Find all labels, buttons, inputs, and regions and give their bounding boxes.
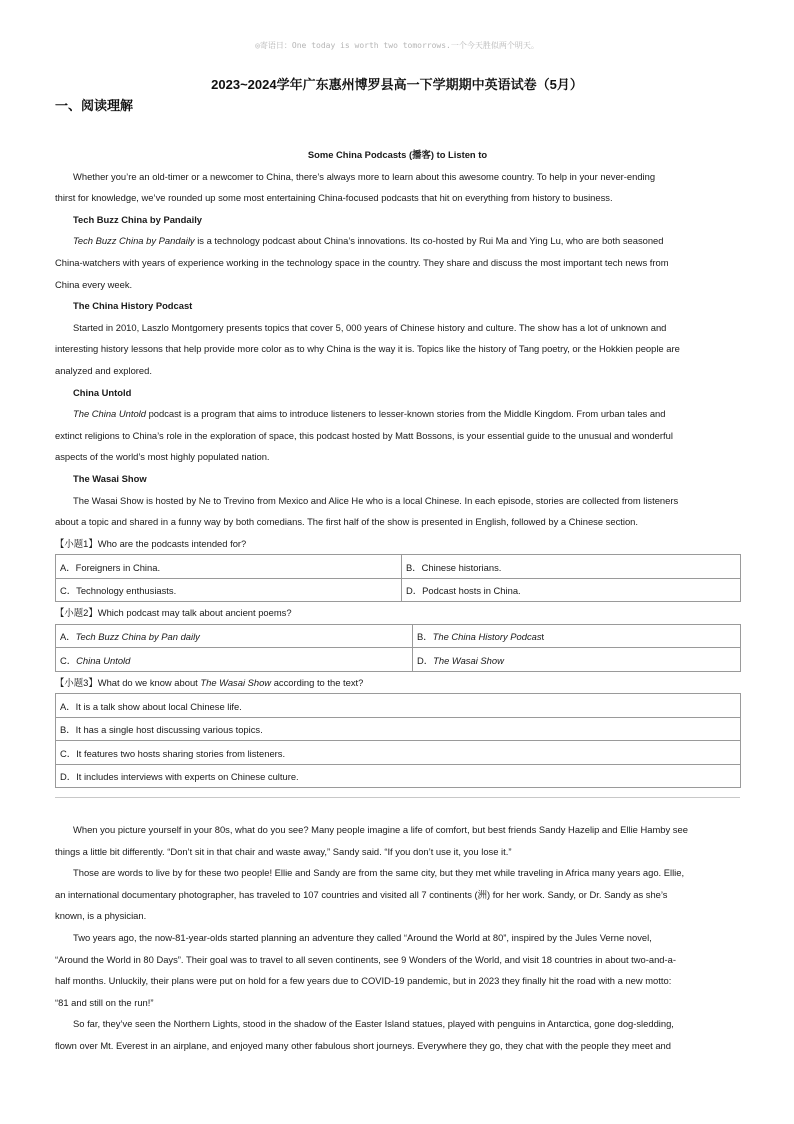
section-heading: 一、阅读理解 <box>55 98 134 113</box>
podcast-text-line: Started in 2010, Laszlo Montgomery presents topics that cover 5, 000 years of Chinese history and culture. The show has a lot of unknown and <box>73 321 667 333</box>
podcast-heading-wasai: The Wasai Show <box>73 472 147 484</box>
option-d[interactable] <box>413 648 741 672</box>
podcast-text-line: The Wasai Show is hosted by Ne to Trevino from Mexico and Alice He who is a local Chinese. In each episode, stories are collected from listeners <box>73 494 679 506</box>
question-2-options <box>55 624 741 672</box>
podcast-text-line: China every week. <box>55 278 133 290</box>
podcast-text-line <box>55 403 740 425</box>
option-b[interactable] <box>413 624 741 648</box>
question-3-options <box>55 693 741 788</box>
podcast-name-italic: The China Untold <box>73 408 146 420</box>
podcast-text-line: interesting history lessons that help provide more color as to why China is the way it is. Topics like the history of Tang poetry, or the Hokkien people are <box>55 343 680 355</box>
passage-line: things a little bit differently. “Don’t sit in that chair and waste away,” Sandy said. “If you don’t use it, you lose it.” <box>55 845 512 857</box>
podcast-heading-untold: China Untold <box>73 386 132 398</box>
option-letter: A． <box>60 631 76 643</box>
podcast-text-line: China-watchers with years of experience working in the technology space in the country. They share and discuss the most important tech news from <box>55 256 669 268</box>
option-a[interactable]: A．Foreigners in China. <box>56 555 402 579</box>
passage-line: half months. Unluckily, their plans were put on hold for a few years due to COVID-19 pandemic, but in 2023 they finally hit the road with a new motto: <box>55 975 672 987</box>
option-c[interactable] <box>56 648 413 672</box>
podcast-text-line <box>55 230 740 252</box>
option-b[interactable]: B．It has a single host discussing various topics. <box>56 717 741 741</box>
option-c[interactable]: C．Technology enthusiasts. <box>56 578 402 602</box>
question-3-stem <box>55 672 740 694</box>
page-title: 2023~2024学年广东惠州博罗县高一下学期期中英语试卷（5月） <box>211 77 583 92</box>
stem-prefix: 【小题3】What do we know about <box>55 676 201 688</box>
option-d[interactable]: D．It includes interviews with experts on Chinese culture. <box>56 764 741 788</box>
passage-1 <box>55 144 740 800</box>
option-letter: C． <box>60 654 77 666</box>
podcast-text-line: analyzed and explored. <box>55 364 152 376</box>
passage-line: Those are words to live by for these two people! Ellie and Sandy are from the same city, but they met while traveling in Africa many years ago. Ellie, <box>73 867 685 879</box>
podcast-text-line: extinct religions to China’s role in the exploration of space, this podcast hosted by Matt Bossons, is your essential guide to the unusual and wonderful <box>55 429 673 441</box>
option-a[interactable] <box>56 624 413 648</box>
passage-line: So far, they’ve seen the Northern Lights, stood in the shadow of the Easter Island statues, played with penguins in Antarctica, gone dog-sledding, <box>73 1018 674 1030</box>
option-c[interactable]: C．It features two hosts sharing stories from listeners. <box>56 741 741 765</box>
passage-line: “81 and still on the run!” <box>55 996 154 1008</box>
stem-suffix: according to the text? <box>271 676 364 688</box>
option-d[interactable]: D．Podcast hosts in China. <box>402 578 741 602</box>
passage-line: When you picture yourself in your 80s, what do you see? Many people imagine a life of comfort, but best friends Sandy Hazelip and Ellie Hamby see <box>73 824 688 835</box>
podcast-heading-tech-buzz: Tech Buzz China by Pandaily <box>73 213 203 225</box>
option-text: The Wasai Show <box>433 654 504 666</box>
passage-line: Two years ago, the now-81-year-olds started planning an adventure they called “Around the World at 80”, inspired by the Jules Verne novel, <box>73 931 652 943</box>
intro-line-1: Whether you’re an old-timer or a newcomer to China, there’s always more to learn about this awesome country. To help in your never-ending <box>73 170 656 182</box>
section-divider <box>55 797 740 800</box>
question-2-stem: 【小题2】Which podcast may talk about ancient poems? <box>55 607 292 619</box>
passage-title: Some China Podcasts (播客) to Listen to <box>307 149 488 160</box>
stem-italic: The Wasai Show <box>200 676 272 688</box>
passage-line: known, is a physician. <box>55 910 147 922</box>
option-a[interactable]: A．It is a talk show about local Chinese life. <box>56 694 741 718</box>
podcast-text-rest: is a technology podcast about China’s innovations. Its co-hosted by Rui Ma and Ying Lu, who are both seasoned <box>194 235 664 247</box>
option-text: Tech Buzz China by Pan daily <box>75 631 200 643</box>
podcast-text-line: aspects of the world’s most highly populated nation. <box>55 451 270 463</box>
passage-line: flown over Mt. Everest in an airplane, and enjoyed many other fabulous short journeys. Everywhere they go, they chat with the people they meet and <box>55 1039 671 1051</box>
option-text: The China History Podcas <box>432 631 542 643</box>
option-b[interactable]: B．Chinese historians. <box>402 555 741 579</box>
passage-line: “Around the World in 80 Days”. Their goal was to travel to all seven continents, see 9 Wonders of the World, and visit 18 countries in about two-and-a- <box>55 953 676 965</box>
option-letter: B． <box>417 631 433 643</box>
passage-2 <box>55 819 740 1057</box>
podcast-name-italic: Tech Buzz China by Pandaily <box>73 235 195 247</box>
option-letter: D． <box>417 654 434 666</box>
podcast-text-line: about a topic and shared in a funny way by both comedians. The first half of the show is presented in English, followed by a Chinese section. <box>55 516 638 528</box>
option-text-suffix: t <box>541 631 545 643</box>
podcast-text-rest: podcast is a program that aims to introduce listeners to lesser-known stories from the Middle Kingdom. From urban tales and <box>145 408 666 420</box>
intro-line-2: thirst for knowledge, we’ve rounded up some most entertaining China-focused podcasts that hit on everything from history to business. <box>55 192 613 204</box>
page-motto: ◎寄语日：One today is worth two tomorrows.一个今天胜似两个明天。 <box>255 41 539 50</box>
question-1-options <box>55 554 741 602</box>
podcast-heading-history: The China History Podcast <box>73 300 193 312</box>
question-1-stem: 【小题1】Who are the podcasts intended for? <box>55 537 247 549</box>
passage-line: an international documentary photographer, has traveled to 107 countries and visited all 7 continents (洲) for her work. Sandy, or Dr. Sandy as she’s <box>55 888 668 900</box>
option-text: China Untold <box>76 654 131 666</box>
